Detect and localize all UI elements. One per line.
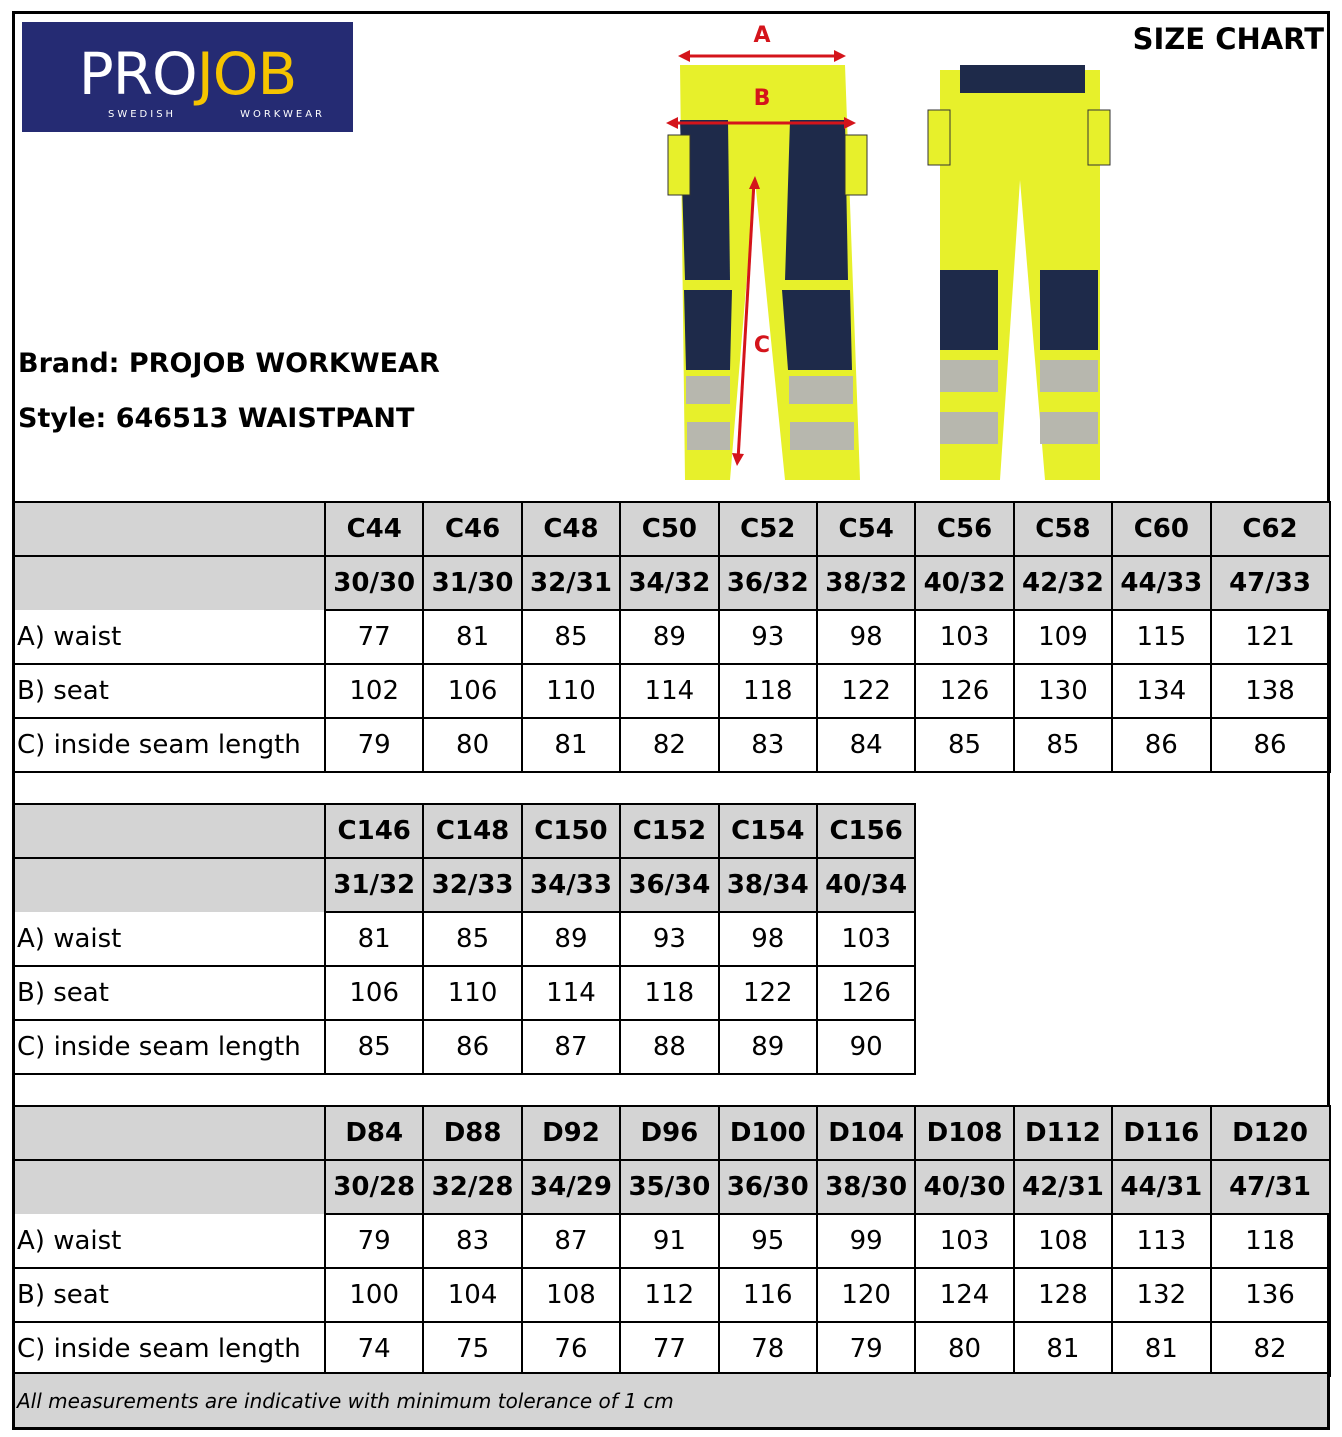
label-c: C bbox=[753, 333, 771, 358]
size-header-cell: D88 bbox=[423, 1106, 521, 1160]
inseam-value-cell: 78 bbox=[719, 1322, 817, 1376]
seat-value-cell: 122 bbox=[817, 664, 915, 718]
size-table-c-long bbox=[15, 803, 916, 1075]
inseam-value-cell: 89 bbox=[719, 1020, 817, 1074]
inseam-value-cell: 86 bbox=[1112, 718, 1210, 772]
inseam-value-cell: 75 bbox=[423, 1322, 521, 1376]
alt-size-cell: 47/31 bbox=[1211, 1160, 1330, 1214]
alt-size-cell: 32/31 bbox=[522, 556, 620, 610]
waist-value-cell: 98 bbox=[817, 610, 915, 664]
size-header-cell: C58 bbox=[1014, 502, 1112, 556]
seat-value-cell: 110 bbox=[423, 966, 521, 1020]
inseam-value-cell: 88 bbox=[620, 1020, 718, 1074]
alt-size-cell: 36/34 bbox=[620, 858, 718, 912]
alt-size-row bbox=[15, 858, 915, 912]
size-chart-title: SIZE CHART bbox=[1132, 22, 1324, 56]
size-header-cell: C50 bbox=[620, 502, 718, 556]
inseam-value-cell: 90 bbox=[817, 1020, 915, 1074]
size-header-cell: D108 bbox=[915, 1106, 1013, 1160]
table-row-seat bbox=[15, 1268, 1330, 1322]
row-label-waist: A) waist bbox=[15, 610, 325, 664]
table-row-seat bbox=[15, 966, 915, 1020]
style-line: Style: 646513 WAISTPANT bbox=[18, 403, 415, 434]
inseam-value-cell: 83 bbox=[719, 718, 817, 772]
size-header-cell: D92 bbox=[522, 1106, 620, 1160]
table-row-waist bbox=[15, 610, 1330, 664]
label-a: A bbox=[753, 23, 771, 48]
seat-value-cell: 104 bbox=[423, 1268, 521, 1322]
size-header-cell: D96 bbox=[620, 1106, 718, 1160]
waist-value-cell: 113 bbox=[1112, 1214, 1210, 1268]
waist-value-cell: 115 bbox=[1112, 610, 1210, 664]
seat-value-cell: 138 bbox=[1211, 664, 1330, 718]
alt-size-cell: 32/28 bbox=[423, 1160, 521, 1214]
alt-size-cell: 31/30 bbox=[423, 556, 521, 610]
inseam-value-cell: 77 bbox=[620, 1322, 718, 1376]
alt-size-cell: 34/32 bbox=[620, 556, 718, 610]
front-pants-view bbox=[668, 65, 867, 480]
seat-value-cell: 126 bbox=[915, 664, 1013, 718]
seat-value-cell: 114 bbox=[522, 966, 620, 1020]
size-header-cell: D100 bbox=[719, 1106, 817, 1160]
seat-value-cell: 124 bbox=[915, 1268, 1013, 1322]
waist-value-cell: 118 bbox=[1211, 1214, 1330, 1268]
header-label-blank bbox=[15, 1106, 325, 1160]
projob-logo bbox=[22, 22, 353, 132]
size-header-cell: C46 bbox=[423, 502, 521, 556]
inseam-value-cell: 82 bbox=[1211, 1322, 1330, 1376]
alt-size-cell: 42/31 bbox=[1014, 1160, 1112, 1214]
alt-size-cell: 34/33 bbox=[522, 858, 620, 912]
waist-value-cell: 109 bbox=[1014, 610, 1112, 664]
label-b: B bbox=[753, 86, 771, 111]
seat-value-cell: 116 bbox=[719, 1268, 817, 1322]
tolerance-note: All measurements are indicative with minimum tolerance of 1 cm bbox=[15, 1372, 1327, 1427]
alt-size-cell: 44/31 bbox=[1112, 1160, 1210, 1214]
waist-value-cell: 103 bbox=[915, 1214, 1013, 1268]
pants-illustration bbox=[660, 20, 1140, 485]
alt-size-cell: 30/30 bbox=[325, 556, 423, 610]
back-pants-view bbox=[928, 65, 1110, 480]
table-row-waist bbox=[15, 912, 915, 966]
table-row-inseam bbox=[15, 1020, 915, 1074]
size-header-cell: D104 bbox=[817, 1106, 915, 1160]
inseam-value-cell: 84 bbox=[817, 718, 915, 772]
size-header-cell: D120 bbox=[1211, 1106, 1330, 1160]
header-label-blank bbox=[15, 502, 325, 556]
seat-value-cell: 114 bbox=[620, 664, 718, 718]
waist-value-cell: 93 bbox=[719, 610, 817, 664]
alt-size-cell: 31/32 bbox=[325, 858, 423, 912]
size-header-row bbox=[15, 1106, 1330, 1160]
seat-value-cell: 128 bbox=[1014, 1268, 1112, 1322]
inseam-value-cell: 86 bbox=[1211, 718, 1330, 772]
alt-size-cell: 44/33 bbox=[1112, 556, 1210, 610]
inseam-value-cell: 81 bbox=[1112, 1322, 1210, 1376]
size-header-row bbox=[15, 502, 1330, 556]
waist-value-cell: 103 bbox=[817, 912, 915, 966]
size-header-cell: C150 bbox=[522, 804, 620, 858]
row-label-waist: A) waist bbox=[15, 1214, 325, 1268]
alt-size-row bbox=[15, 1160, 1330, 1214]
row-label-inseam: C) inside seam length bbox=[15, 718, 325, 772]
seat-value-cell: 120 bbox=[817, 1268, 915, 1322]
waist-value-cell: 121 bbox=[1211, 610, 1330, 664]
size-header-cell: D112 bbox=[1014, 1106, 1112, 1160]
inseam-value-cell: 79 bbox=[817, 1322, 915, 1376]
seat-value-cell: 134 bbox=[1112, 664, 1210, 718]
inseam-value-cell: 81 bbox=[522, 718, 620, 772]
table-row-waist bbox=[15, 1214, 1330, 1268]
waist-value-cell: 85 bbox=[522, 610, 620, 664]
waist-value-cell: 81 bbox=[423, 610, 521, 664]
alt-size-row bbox=[15, 556, 1330, 610]
size-table-d bbox=[15, 1105, 1331, 1377]
waist-value-cell: 103 bbox=[915, 610, 1013, 664]
inseam-value-cell: 80 bbox=[915, 1322, 1013, 1376]
size-header-cell: C152 bbox=[620, 804, 718, 858]
seat-value-cell: 126 bbox=[817, 966, 915, 1020]
waist-value-cell: 95 bbox=[719, 1214, 817, 1268]
inseam-value-cell: 81 bbox=[1014, 1322, 1112, 1376]
inseam-value-cell: 85 bbox=[915, 718, 1013, 772]
size-header-cell: C54 bbox=[817, 502, 915, 556]
alt-size-cell: 35/30 bbox=[620, 1160, 718, 1214]
waist-value-cell: 85 bbox=[423, 912, 521, 966]
inseam-value-cell: 82 bbox=[620, 718, 718, 772]
waist-value-cell: 89 bbox=[522, 912, 620, 966]
seat-value-cell: 118 bbox=[719, 664, 817, 718]
inseam-value-cell: 85 bbox=[325, 1020, 423, 1074]
row-label-waist: A) waist bbox=[15, 912, 325, 966]
logo-pro: PRO bbox=[78, 40, 197, 108]
waist-value-cell: 91 bbox=[620, 1214, 718, 1268]
size-header-cell: C154 bbox=[719, 804, 817, 858]
alt-size-cell: 40/32 bbox=[915, 556, 1013, 610]
seat-value-cell: 106 bbox=[423, 664, 521, 718]
size-header-cell: C56 bbox=[915, 502, 1013, 556]
size-header-cell: D116 bbox=[1112, 1106, 1210, 1160]
seat-value-cell: 108 bbox=[522, 1268, 620, 1322]
waist-value-cell: 98 bbox=[719, 912, 817, 966]
row-label-seat: B) seat bbox=[15, 966, 325, 1020]
row-label-seat: B) seat bbox=[15, 664, 325, 718]
table-row-seat bbox=[15, 664, 1330, 718]
inseam-value-cell: 85 bbox=[1014, 718, 1112, 772]
alt-size-cell: 40/34 bbox=[817, 858, 915, 912]
seat-value-cell: 136 bbox=[1211, 1268, 1330, 1322]
seat-value-cell: 130 bbox=[1014, 664, 1112, 718]
table-row-inseam bbox=[15, 718, 1330, 772]
alt-size-cell: 30/28 bbox=[325, 1160, 423, 1214]
waist-value-cell: 108 bbox=[1014, 1214, 1112, 1268]
header-label-blank bbox=[15, 804, 325, 858]
seat-value-cell: 132 bbox=[1112, 1268, 1210, 1322]
size-table-c-regular bbox=[15, 501, 1331, 773]
size-header-cell: C156 bbox=[817, 804, 915, 858]
logo-sub-right: WORKWEAR bbox=[240, 109, 325, 120]
inseam-value-cell: 74 bbox=[325, 1322, 423, 1376]
size-header-cell: D84 bbox=[325, 1106, 423, 1160]
seat-value-cell: 122 bbox=[719, 966, 817, 1020]
seat-value-cell: 106 bbox=[325, 966, 423, 1020]
table-row-inseam bbox=[15, 1322, 1330, 1376]
alt-size-cell: 38/34 bbox=[719, 858, 817, 912]
waist-value-cell: 93 bbox=[620, 912, 718, 966]
alt-size-cell: 47/33 bbox=[1211, 556, 1330, 610]
header-label-blank bbox=[15, 1160, 325, 1214]
seat-value-cell: 110 bbox=[522, 664, 620, 718]
inseam-value-cell: 86 bbox=[423, 1020, 521, 1074]
header-label-blank bbox=[15, 858, 325, 912]
size-header-cell: C48 bbox=[522, 502, 620, 556]
header-label-blank bbox=[15, 556, 325, 610]
alt-size-cell: 36/32 bbox=[719, 556, 817, 610]
size-header-cell: C44 bbox=[325, 502, 423, 556]
alt-size-cell: 38/30 bbox=[817, 1160, 915, 1214]
size-header-cell: C146 bbox=[325, 804, 423, 858]
row-label-inseam: C) inside seam length bbox=[15, 1020, 325, 1074]
size-header-row bbox=[15, 804, 915, 858]
inseam-value-cell: 80 bbox=[423, 718, 521, 772]
waist-value-cell: 83 bbox=[423, 1214, 521, 1268]
brand-line: Brand: PROJOB WORKWEAR bbox=[18, 348, 440, 379]
alt-size-cell: 34/29 bbox=[522, 1160, 620, 1214]
seat-value-cell: 112 bbox=[620, 1268, 718, 1322]
logo-job: JOB bbox=[196, 40, 297, 108]
inseam-value-cell: 76 bbox=[522, 1322, 620, 1376]
seat-value-cell: 100 bbox=[325, 1268, 423, 1322]
seat-value-cell: 102 bbox=[325, 664, 423, 718]
alt-size-cell: 38/32 bbox=[817, 556, 915, 610]
size-header-cell: C60 bbox=[1112, 502, 1210, 556]
alt-size-cell: 40/30 bbox=[915, 1160, 1013, 1214]
size-header-cell: C62 bbox=[1211, 502, 1330, 556]
row-label-seat: B) seat bbox=[15, 1268, 325, 1322]
waist-value-cell: 89 bbox=[620, 610, 718, 664]
inseam-value-cell: 79 bbox=[325, 718, 423, 772]
waist-value-cell: 79 bbox=[325, 1214, 423, 1268]
alt-size-cell: 42/32 bbox=[1014, 556, 1112, 610]
inseam-value-cell: 87 bbox=[522, 1020, 620, 1074]
waist-value-cell: 87 bbox=[522, 1214, 620, 1268]
size-header-cell: C52 bbox=[719, 502, 817, 556]
alt-size-cell: 36/30 bbox=[719, 1160, 817, 1214]
logo-sub-left: SWEDISH bbox=[108, 109, 177, 120]
size-header-cell: C148 bbox=[423, 804, 521, 858]
waist-value-cell: 77 bbox=[325, 610, 423, 664]
waist-value-cell: 99 bbox=[817, 1214, 915, 1268]
seat-value-cell: 118 bbox=[620, 966, 718, 1020]
waist-value-cell: 81 bbox=[325, 912, 423, 966]
row-label-inseam: C) inside seam length bbox=[15, 1322, 325, 1376]
alt-size-cell: 32/33 bbox=[423, 858, 521, 912]
